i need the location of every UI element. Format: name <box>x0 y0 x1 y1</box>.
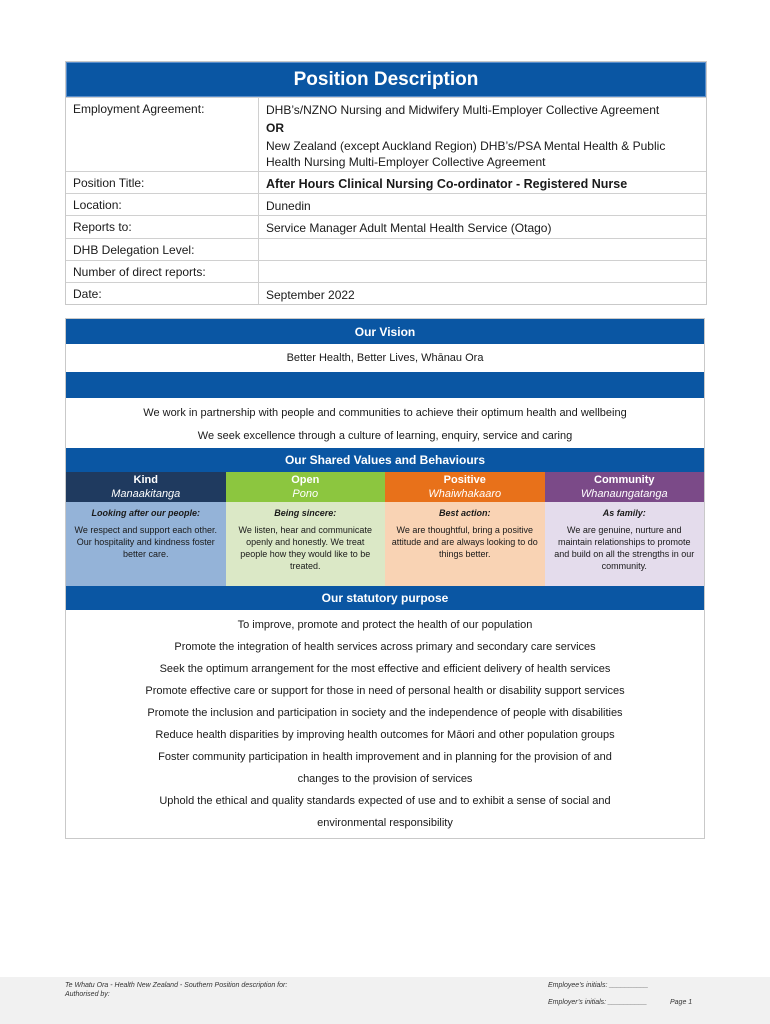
employment-agreement-value <box>259 98 706 171</box>
value-subheading: As family: <box>602 508 646 518</box>
direct-reports-value <box>259 261 706 282</box>
value-name: Community <box>594 474 655 486</box>
reports-to-row <box>66 215 706 238</box>
mission-heading <box>66 372 704 398</box>
vision-values-block <box>65 318 705 839</box>
footer-page-number: Page 1 <box>670 999 693 1006</box>
location-row <box>66 193 706 215</box>
purpose-line: Foster community participation in health improvement and in planning for the provision of and <box>158 751 612 763</box>
value-header <box>66 472 226 502</box>
document-title: Position Description <box>66 62 706 97</box>
position-title-value: After Hours Clinical Nursing Co-ordinator - Registered Nurse <box>266 177 628 191</box>
mission-line: We seek excellence through a culture of learning, enquiry, service and caring <box>197 430 573 442</box>
footer-authorised: Authorised by: <box>65 991 110 998</box>
purpose-line: Promote the integration of health services across primary and secondary care services <box>174 641 596 653</box>
agreement-line: DHB’s/NZNO Nursing and Midwifery Multi-Employer Collective Agreement <box>266 103 660 117</box>
mission-line: We work in partnership with people and communities to achieve their optimum health and wellbeing <box>143 407 627 419</box>
purpose-line: environmental responsibility <box>317 817 453 829</box>
value-subheading: Looking after our people: <box>91 508 200 518</box>
purpose-line: Reduce health disparities by improving health outcomes for Māori and other population groups <box>155 729 615 741</box>
value-header <box>226 472 386 502</box>
footer-employer-initials: Employer’s initials: __________ <box>548 999 647 1006</box>
purpose-line: Seek the optimum arrangement for the most effective and efficient delivery of health services <box>159 663 611 675</box>
field-label: Position Title: <box>66 172 259 193</box>
page-footer <box>0 977 770 1024</box>
value-body <box>385 502 545 586</box>
value-kind <box>66 472 226 586</box>
agreement-or: OR <box>266 121 284 135</box>
value-subheading: Best action: <box>438 508 491 518</box>
value-description: We listen, hear and communicate openly and honestly. We treat people how they would like to be treated. <box>238 525 372 571</box>
agreement-line: Health Nursing Multi-Employer Collective Agreement <box>266 155 546 169</box>
position-description-table <box>65 61 707 305</box>
purpose-line: Uphold the ethical and quality standards expected of use and to exhibit a sense of social and <box>159 795 611 807</box>
field-label: Employment Agreement: <box>66 98 259 171</box>
agreement-line: New Zealand (except Auckland Region) DHB’s/PSA Mental Health & Public <box>266 139 666 153</box>
purpose-line: changes to the provision of services <box>297 773 473 785</box>
values-heading: Our Shared Values and Behaviours <box>66 448 704 472</box>
location-value: Dunedin <box>266 199 311 213</box>
value-body <box>226 502 386 586</box>
footer-employee-initials: Employee’s initials: __________ <box>548 982 649 989</box>
value-body <box>66 502 226 586</box>
reports-to-value: Service Manager Adult Mental Health Service (Otago) <box>266 221 552 235</box>
value-description: We are thoughtful, bring a positive attitude and are always looking to do things better. <box>391 525 538 559</box>
value-open <box>226 472 386 586</box>
vision-heading: Our Vision <box>66 319 704 344</box>
value-subheading: Being sincere: <box>274 508 337 518</box>
value-body <box>545 502 705 586</box>
value-community <box>545 472 705 586</box>
value-maori-name: Whaiwhakaaro <box>428 488 502 500</box>
field-label: Location: <box>66 194 259 215</box>
value-header <box>385 472 545 502</box>
employment-agreement-row <box>66 97 706 171</box>
value-name: Kind <box>133 474 158 486</box>
value-header <box>545 472 705 502</box>
value-description: We respect and support each other. Our hospitality and kindness foster better care. <box>74 525 217 559</box>
field-label: Reports to: <box>66 216 259 238</box>
statutory-purpose-list <box>66 610 704 838</box>
field-label: DHB Delegation Level: <box>66 239 259 260</box>
date-value: September 2022 <box>266 288 355 302</box>
purpose-heading: Our statutory purpose <box>66 586 704 610</box>
position-title-row <box>66 171 706 193</box>
delegation-level-row <box>66 238 706 260</box>
date-row <box>66 282 706 304</box>
vision-text: Better Health, Better Lives, Whānau Ora <box>286 352 484 364</box>
value-maori-name: Pono <box>292 488 319 500</box>
purpose-line: To improve, promote and protect the health of our population <box>237 619 533 631</box>
values-grid <box>66 472 704 586</box>
value-maori-name: Whanaungatanga <box>580 488 668 500</box>
field-label: Date: <box>66 283 259 304</box>
footer-organisation: Te Whatu Ora - Health New Zealand - Southern Position description for: <box>65 982 288 989</box>
direct-reports-row <box>66 260 706 282</box>
value-name: Open <box>291 474 320 486</box>
value-description: We are genuine, nurture and maintain relationships to promote and build on all the strengths in our community. <box>554 525 695 571</box>
value-maori-name: Manaakitanga <box>111 488 181 500</box>
purpose-line: Promote effective care or support for those in need of personal health or disability support services <box>145 685 625 697</box>
purpose-line: Promote the inclusion and participation in society and the independence of people with disabilities <box>147 707 623 719</box>
delegation-level-value <box>259 239 706 260</box>
field-label: Number of direct reports: <box>66 261 259 282</box>
value-name: Positive <box>443 474 486 486</box>
value-positive <box>385 472 545 586</box>
